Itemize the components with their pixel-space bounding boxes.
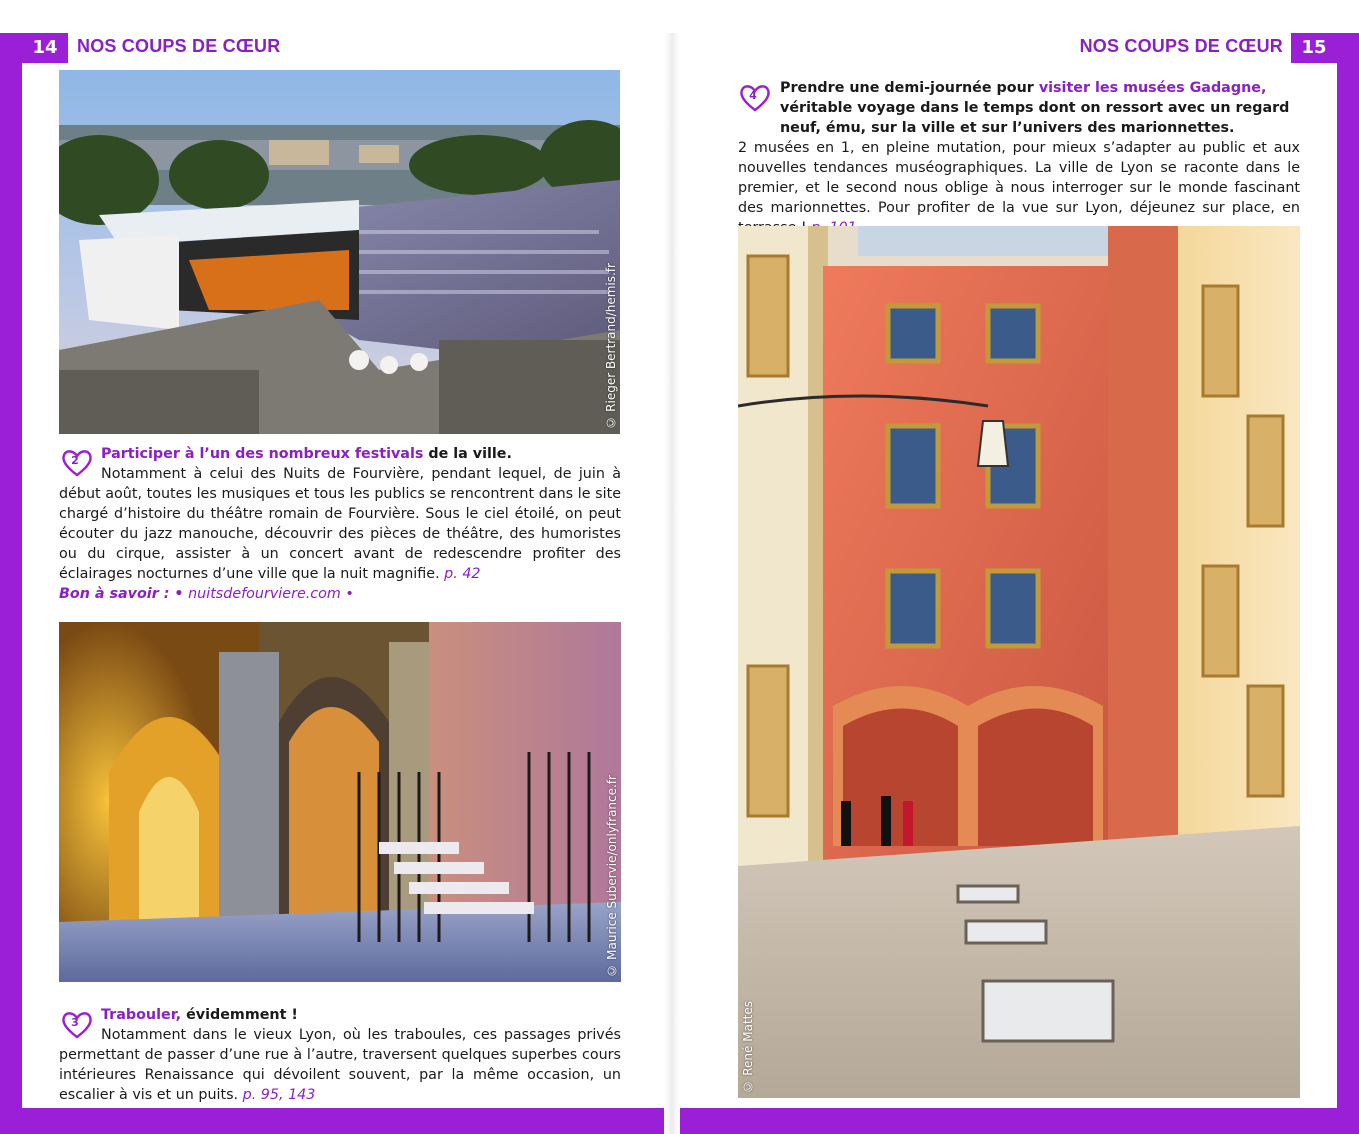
festivals-lead-rest: de la ville. xyxy=(423,446,512,462)
traboule-photo-credit: © Maurice Subervie/onlyfrance.fr xyxy=(605,775,619,978)
bon-a-savoir-label: Bon à savoir : • xyxy=(59,586,184,602)
item-festivals-tip xyxy=(59,584,621,604)
festivals-body-text: Notamment à celui des Nuits de Fourvière, pendant lequel, de juin à début août, toutes les musiques et tous les publics se rencontrent dans le site chargé d’histoire du théâtre romain de Fourvière. Sous le ciel étoilé, on peut écouter du jazz manouche, découvrir des pièces de théâtre, des humoristes ou du cirque, assister à un concert avant de redescendre profiter des éclairages nocturnes d’une ville que la nuit magnifie. xyxy=(59,466,621,582)
page-top-margin xyxy=(0,0,1359,33)
gadagne-lead-rest: véritable voyage dans le temps dont on ressort avec un regard neuf, ému, sur la ville et sur l’univers des marionnettes. xyxy=(780,100,1290,136)
theatre-photo xyxy=(59,70,620,434)
nuitsdefourviere-link[interactable]: nuitsdefourviere.com xyxy=(183,586,341,602)
right-running-head: NOS COUPS DE CŒUR xyxy=(1079,36,1283,56)
gadagne-courtyard-photo xyxy=(738,226,1300,1098)
gadagne-lead-start: Prendre une demi-journée pour xyxy=(780,80,1039,96)
right-page-edge-bar xyxy=(1337,33,1359,1134)
book-gutter xyxy=(664,33,680,1134)
item-traboules xyxy=(59,1005,621,1105)
gadagne-photo-credit: © René Mattes xyxy=(741,1001,755,1094)
item-gadagne-body xyxy=(738,138,1300,238)
item-gadagne-lead xyxy=(738,78,1300,138)
traboules-body-text: Notamment dans le vieux Lyon, où les traboules, ces passages privés permettant de passer d’une rue à l’autre, traversent quelques superbes cours intérieures Renaissance qui dévoilent souvent, par la même occasion, un escalier à vis et un puits. xyxy=(59,1027,621,1103)
festivals-link[interactable]: Participer à l’un des nombreux festivals xyxy=(101,446,424,462)
left-page-number: 14 xyxy=(22,33,68,63)
festivals-page-ref[interactable]: p. 42 xyxy=(444,566,481,582)
item-festivals-lead xyxy=(59,444,621,464)
right-page-number: 15 xyxy=(1291,33,1337,63)
heart-number-3: 3 xyxy=(71,1016,79,1029)
traboules-lead-rest: évidemment ! xyxy=(181,1007,298,1023)
traboules-page-ref[interactable]: p. 95, 143 xyxy=(242,1087,316,1103)
heart-number-4: 4 xyxy=(749,89,757,102)
heart-number-2: 2 xyxy=(71,454,79,467)
item-festivals xyxy=(59,444,621,604)
left-page-edge-bar xyxy=(0,33,22,1134)
theatre-photo-credit: © Rieger Bertrand/hemis.fr xyxy=(604,263,618,430)
gadagne-body-text: 2 musées en 1, en pleine mutation, pour mieux s’adapter au public et aux nouvelles tendances muséographiques. La ville de Lyon se raconte dans le premier, et le second nous oblige à nous interroger sur le monde fascinant des marionnettes. Pour profiter de la vue sur Lyon, déjeunez sur place, en xyxy=(738,140,1300,216)
bon-a-savoir-end: • xyxy=(340,586,354,602)
left-running-head: NOS COUPS DE CŒUR xyxy=(77,36,281,56)
traboules-link[interactable]: Trabouler, xyxy=(101,1007,182,1023)
gadagne-link[interactable]: visiter les musées Gadagne, xyxy=(1038,80,1267,96)
item-gadagne xyxy=(738,78,1300,238)
item-traboules-body xyxy=(59,1025,621,1105)
item-festivals-body xyxy=(59,464,621,584)
traboule-photo xyxy=(59,622,621,982)
item-traboules-lead xyxy=(59,1005,621,1025)
